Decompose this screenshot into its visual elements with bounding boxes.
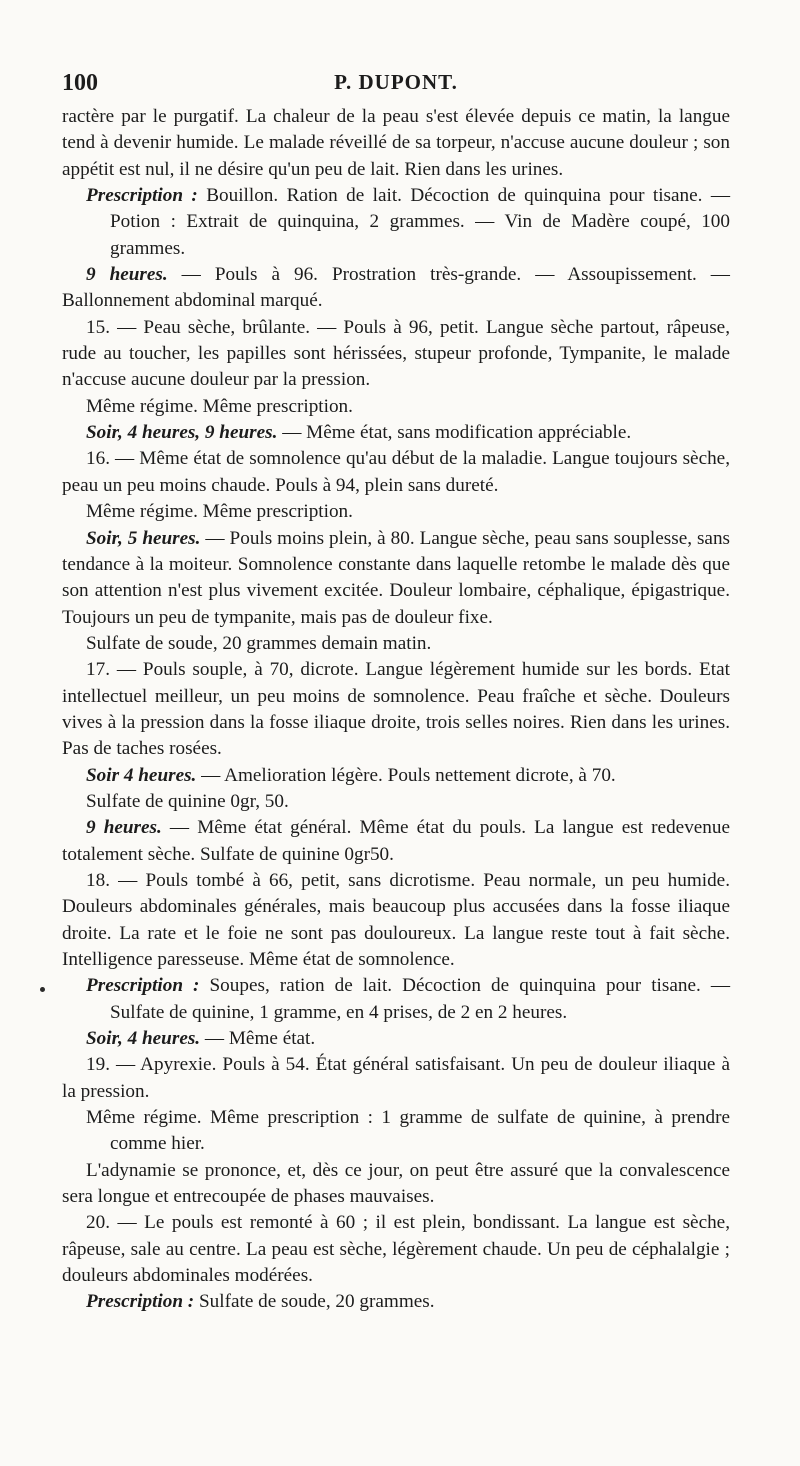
paragraph: [62, 631, 730, 657]
paragraph: [62, 499, 730, 525]
paragraph-text: 19. — Apyrexie. Pouls à 54. État général satisfaisant. Un peu de douleur iliaque à la pression.: [62, 1054, 730, 1102]
paragraph: [62, 394, 730, 420]
paragraph-text: Sulfate de soude, 20 grammes demain matin.: [86, 632, 432, 654]
paragraph-text: — Pouls moins plein, à 80. Langue sèche, peau sans souplesse, sans tendance à la moiteur. Somnolence constante dans laquelle retombe le malade dès que son attention n'est plus vivement excitée. Douleur lombaire, céphalique, épigastrique. Toujours un peu de tympanite, mais pas de douleur fixe.: [62, 527, 731, 628]
paragraph: [62, 789, 730, 815]
paragraph: [62, 815, 730, 868]
paragraph-text: — Même état.: [204, 1028, 316, 1050]
page-number: 100: [62, 70, 98, 96]
paragraph-text: 16. — Même état de somnolence qu'au début de la maladie. Langue toujours sèche, peau un peu moins chaude. Pouls à 94, plein sans dureté.: [62, 448, 730, 496]
paragraph: [62, 315, 730, 394]
paragraph-label: Prescription :: [86, 975, 200, 997]
paragraph-text: ractère par le purgatif. La chaleur de la peau s'est élevée depuis ce matin, la langue tend à devenir humide. Le malade réveillé de sa torpeur, n'accuse aucune douleur ; son appétit est nul, il ne désire qu'un peu de lait. Rien dans les urines.: [62, 106, 730, 180]
margin-mark: [40, 987, 45, 992]
paragraph-text: Bouillon. Ration de lait. Décoction de quinquina pour tisane. — Potion : Extrait de quinquina, 2 grammes. — Vin de Madère coupé, 100 grammes.: [110, 185, 731, 259]
paragraph-text: 20. — Le pouls est remonté à 60 ; il est plein, bondissant. La langue est sèche, râpeuse, sale au centre. La peau est sèche, légèrement chaude. Un peu de céphalalgie ; douleurs abdominales modérées.: [62, 1212, 730, 1287]
paragraph-text: Même régime. Même prescription.: [86, 501, 353, 523]
paragraph-label: Soir, 5 heures.: [86, 527, 201, 549]
paragraph: [62, 1026, 730, 1052]
paragraph-text: Sulfate de soude, 20 grammes.: [199, 1291, 435, 1313]
paragraph-text: L'adynamie se prononce, et, dès ce jour, on peut être assuré que la convalescence sera longue et entrecoupée de phases mauvaises.: [62, 1159, 730, 1208]
paragraph-text: Sulfate de quinine 0gr, 50.: [86, 790, 289, 812]
paragraph-label: Soir 4 heures.: [86, 764, 197, 786]
paragraph-label: 9 heures.: [86, 264, 168, 286]
paragraph-text: — Pouls à 96. Prostration très-grande. — Assoupissement. — Ballonnement abdominal marqué.: [62, 264, 730, 312]
paragraph: [62, 1052, 730, 1105]
paragraph: [62, 1289, 730, 1315]
paragraph: [62, 446, 730, 499]
paragraph-text: Soupes, ration de lait. Décoction de quinquina pour tisane. — Sulfate de quinine, 1 gramme, en 4 prises, de 2 en 2 heures.: [110, 975, 731, 1023]
paragraph-text: — Même état, sans modification appréciable.: [282, 422, 632, 444]
page-header: [62, 62, 730, 102]
paragraph: [62, 420, 730, 446]
paragraph: [62, 657, 730, 762]
paragraph: [62, 1105, 730, 1158]
running-head: P. DUPONT.: [334, 70, 458, 94]
paragraph: [62, 973, 730, 1026]
paragraph: [62, 868, 730, 973]
paragraph-label: Soir, 4 heures.: [86, 1028, 201, 1050]
paragraph: [62, 262, 730, 315]
paragraph: [62, 1210, 730, 1289]
paragraph: [62, 526, 730, 631]
paragraph-label: Prescription :: [86, 185, 198, 207]
paragraph: [62, 104, 730, 183]
paragraph-text: 18. — Pouls tombé à 66, petit, sans dicrotisme. Peau normale, un peu humide. Douleurs abdominales générales, mais beaucoup plus accusées dans la fosse iliaque droite. La rate et le foie ne sont pas douloureux. La langue reste tout à fait sèche. Intelligence paresseuse. Même état de somnolence.: [62, 869, 730, 970]
paragraph-label: Soir, 4 heures, 9 heures.: [86, 422, 278, 444]
paragraph-text: — Même état général. Même état du pouls. La langue est redevenue totalement sèche. Sulfate de quinine 0gr50.: [62, 817, 731, 865]
paragraph: [62, 763, 730, 789]
paragraph: [62, 1158, 730, 1211]
paragraph: [62, 183, 730, 262]
body-text: [62, 104, 730, 1316]
paragraph-text: 17. — Pouls souple, à 70, dicrote. Langue légèrement humide sur les bords. Etat intellectuel meilleur, un peu moins de somnolence. Peau fraîche et sèche. Douleurs vives à la pression dans la fosse iliaque droite, trois selles noires. Rien dans les urines. Pas de taches rosées.: [62, 659, 730, 760]
paragraph-label: 9 heures.: [86, 817, 162, 839]
paragraph-text: 15. — Peau sèche, brûlante. — Pouls à 96, petit. Langue sèche partout, râpeuse, rude au toucher, les papilles sont hérissées, stupeur profonde, Tympanite, le malade n'accuse aucune douleur par la pression.: [62, 316, 730, 391]
paragraph-text: Même régime. Même prescription : 1 gramme de sulfate de quinine, à prendre comme hier.: [86, 1107, 730, 1155]
paragraph-text: — Amelioration légère. Pouls nettement dicrote, à 70.: [201, 764, 616, 786]
paragraph-label: Prescription :: [86, 1291, 195, 1313]
paragraph-text: Même régime. Même prescription.: [86, 395, 353, 417]
